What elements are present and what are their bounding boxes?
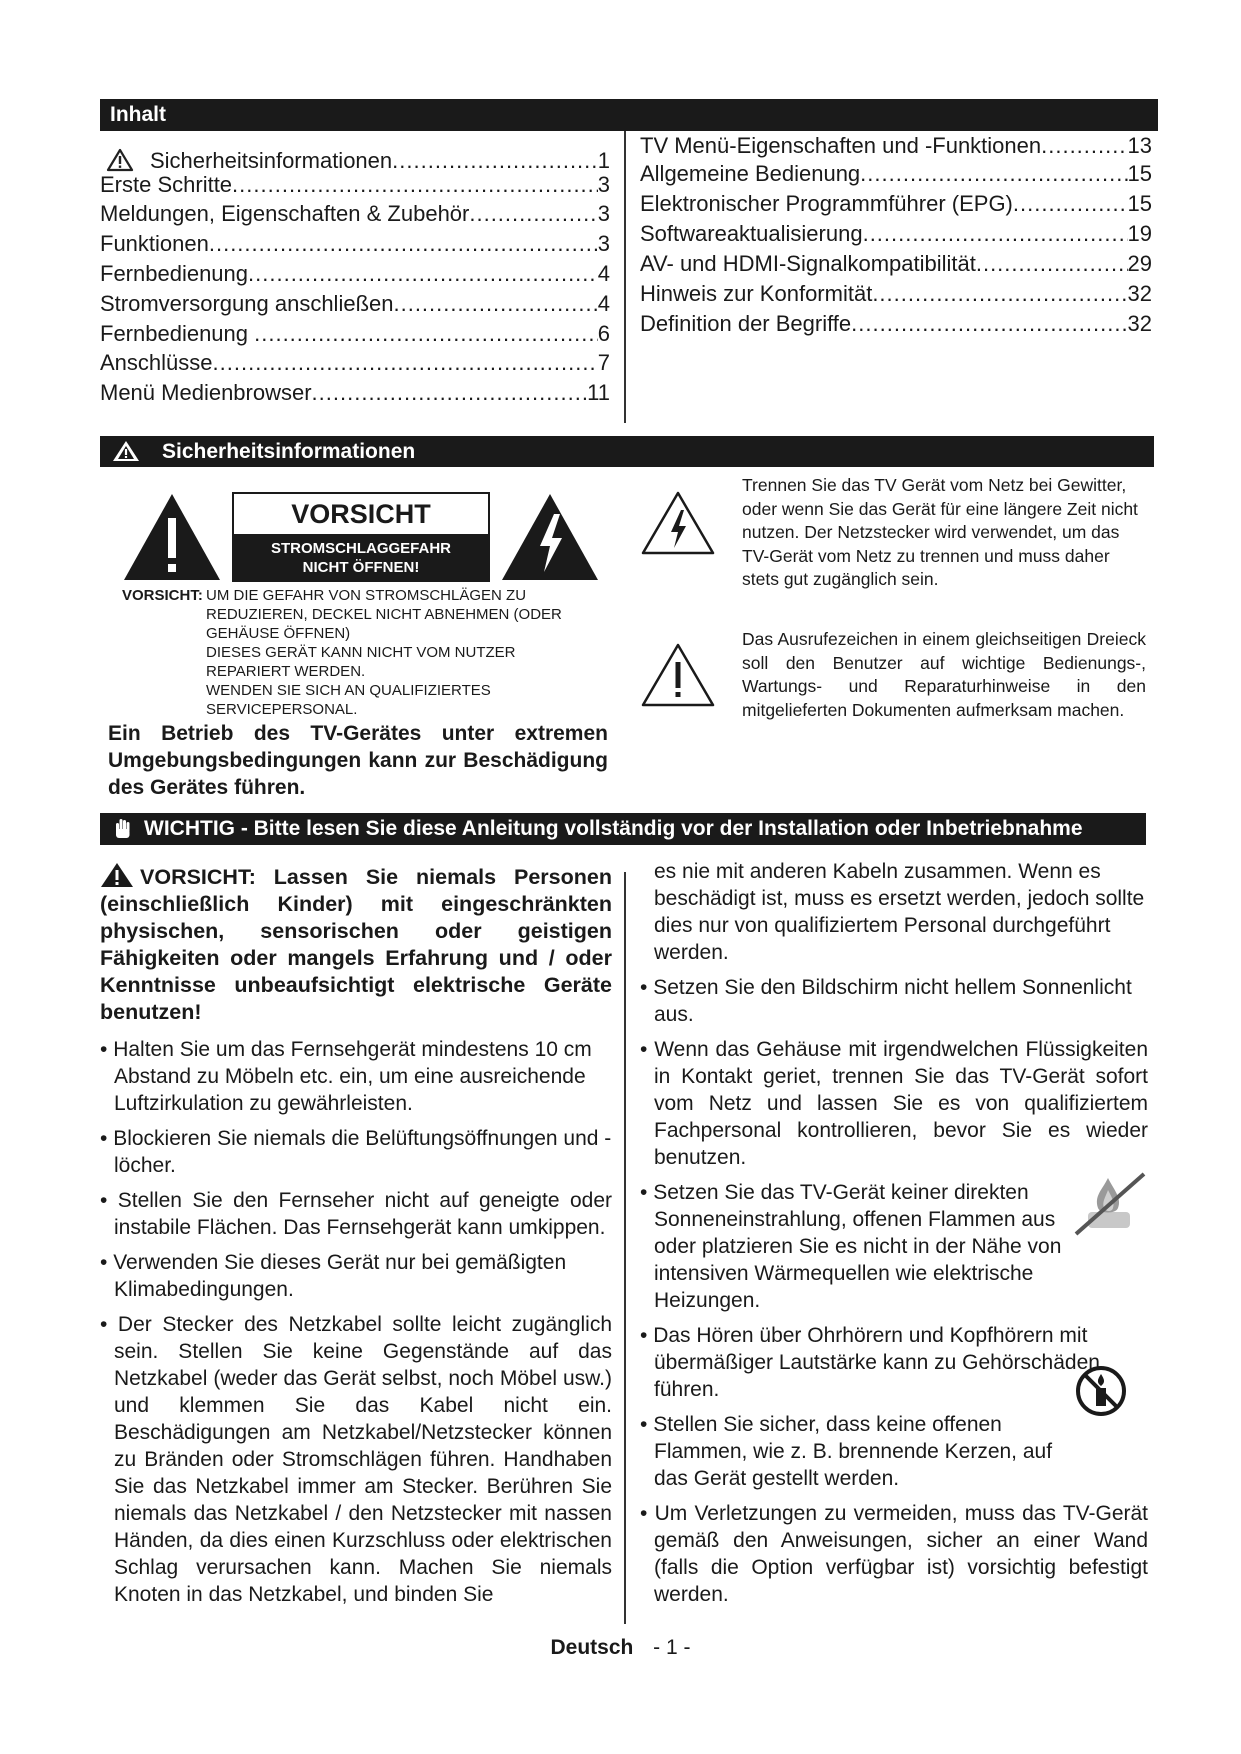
caution-prefix: VORSICHT:: [122, 587, 203, 604]
exclamation-triangle-icon: [122, 492, 222, 582]
warning-triangle-icon: [100, 862, 134, 888]
toc-item-page: 4: [597, 291, 610, 316]
toc-item-label: Menü Medienbrowser: [100, 380, 312, 405]
toc-item-page: 3: [597, 172, 610, 197]
toc-item[interactable]: [100, 231, 610, 257]
toc-item[interactable]: [640, 133, 1152, 159]
warning-triangle-icon: [106, 148, 134, 172]
list-item: • Verwenden Sie dieses Gerät nur bei gemäßigten Klimabedingungen.: [100, 1251, 567, 1301]
toc-item[interactable]: [640, 281, 1152, 307]
toc-item-page: 3: [597, 201, 610, 226]
toc-item-page: 19: [1127, 221, 1152, 246]
toc-item-label: TV Menü-Eigenschaften und -Funktionen: [640, 133, 1042, 158]
toc-item-page: 32: [1127, 281, 1152, 306]
extreme-conditions-warning: Ein Betrieb des TV-Gerätes unter extremen Umgebungsbedingungen kann zur Beschädigung des Gerätes führen.: [108, 722, 608, 799]
toc-item[interactable]: [640, 311, 1152, 337]
list-item: • Setzen Sie den Bildschirm nicht hellem Sonnenlicht aus.: [640, 976, 1132, 1026]
toc-item-page: 15: [1127, 161, 1152, 186]
toc-item-page: 4: [597, 261, 610, 286]
toc-item[interactable]: [640, 221, 1152, 247]
toc-header-title: Inhalt: [110, 103, 166, 126]
list-item: • Halten Sie um das Fernsehgerät mindestens 10 cm Abstand zu Möbeln etc. ein, um eine ausreichende Luftzirkulation zu gewährleisten.: [100, 1038, 592, 1115]
lightning-info-text: Trennen Sie das TV Gerät vom Netz bei Gewitter, oder wenn Sie das Gerät für eine längere Zeit nicht nutzen. Der Netzstecker wird verwendet, um das TV-Gerät vom Netz zu trennen und muss daher stets gut zugänglich sein.: [742, 475, 1138, 589]
caution-text: UM DIE GEFAHR VON STROMSCHLÄGEN ZU REDUZIEREN, DECKEL NICHT ABNEHMEN (ODER GEHÄUSE ÖFFNEN) DIESES GERÄT KANN NICHT VOM NUTZER REPARIERT WERDEN. WENDEN SIE SICH AN QUALIFIZIERTES SERVICEPERSONAL.: [206, 587, 562, 718]
lightning-triangle-icon: [500, 492, 600, 582]
toc-item[interactable]: [100, 350, 610, 376]
important-left-column: [100, 862, 612, 1616]
toc-item[interactable]: [100, 321, 610, 347]
list-item: • Das Hören über Ohrhörern und Kopfhörern mit übermäßiger Lautstärke kann zu Gehörschäden führen.: [640, 1324, 1100, 1401]
lightning-outline-triangle-icon: [640, 490, 716, 556]
list-item: • Wenn das Gehäuse mit irgendwelchen Flüssigkeiten in Kontakt geriet, trennen Sie das TV-Gerät sofort vom Netz und lassen Sie es von qualifiziertem Fachpersonal kontrollieren, bevor Sie es wieder benutzen.: [640, 1038, 1148, 1169]
toc-item[interactable]: [100, 201, 610, 227]
toc-item-label: Definition der Begriffe: [640, 311, 852, 336]
toc-item-label: Funktionen: [100, 231, 209, 256]
continuation-text: es nie mit anderen Kabeln zusammen. Wenn es beschädigt ist, muss es ersetzt werden, jedoch sollte dies nur von qualifiziertem Personal durchgeführt werden.: [654, 860, 1145, 964]
toc-header: [100, 99, 1158, 131]
footer-page-number: - 1 -: [653, 1636, 691, 1659]
caution-subbox: [234, 534, 488, 582]
toc-item[interactable]: [100, 144, 610, 174]
list-item: • Setzen Sie das TV-Gerät keiner direkten Sonneneinstrahlung, offenen Flammen aus oder platzieren Sie es nicht in der Nähe von intensiven Wärmequellen wie elektrische Heizungen.: [640, 1181, 1062, 1312]
page-footer: [0, 1636, 1241, 1660]
list-item: • Stellen Sie den Fernseher nicht auf geneigte oder instabile Flächen. Das Fernsehgerät kann umkippen.: [100, 1189, 612, 1239]
toc-item-label: Erste Schritte: [100, 172, 233, 197]
caution-title: VORSICHT: [291, 499, 431, 529]
toc-item-page: 7: [597, 350, 610, 375]
toc-item-page: 13: [1127, 133, 1152, 158]
list-item: • Um Verletzungen zu vermeiden, muss das TV-Gerät gemäß den Anweisungen, sicher an einer Wand (falls die Option verfügbar ist) vorsichtig befestigt werden.: [640, 1502, 1149, 1606]
exclamation-outline-triangle-icon: [640, 642, 716, 708]
toc-item[interactable]: [640, 161, 1152, 187]
toc-item-label: Meldungen, Eigenschaften & Zubehör: [100, 201, 470, 226]
safety-header-title: Sicherheitsinformationen: [162, 440, 416, 463]
toc-item-page: 3: [597, 231, 610, 256]
toc-item-page: 11: [587, 380, 610, 405]
toc-item-label: AV- und HDMI-Signalkompatibilität: [640, 251, 976, 276]
list-item: • Der Stecker des Netzkabel sollte leicht zugänglich sein. Stellen Sie keine Gegenstände auf das Netzkabel (weder das Gerät selbst, noch Möbel usw.) und klemmen Sie das Kabel nicht ein. Beschädigungen am Netzkabel/Netzstecker können zu Bränden oder Stromschlägen führen. Handhaben Sie das Netzkabel immer am Stecker. Berühren Sie niemals das Netzkabel / den Netzstecker mit nassen Händen, da dies einen Kurzschluss oder elektrischen Schlag verursachen kann. Machen Sie niemals Knoten in das Netzkabel, und binden Sie: [100, 1313, 613, 1606]
toc-item-label: Softwareaktualisierung: [640, 221, 863, 246]
caution-paragraph: VORSICHT: Lassen Sie niemals Personen (einschließlich Kinder) mit eingeschränkten physischen, sensorischen oder geistigen Fähigkeiten oder mangels Erfahrung und / oder Kenntnisse unbeaufsichtigt elektrische Geräte benutzen!: [100, 862, 612, 1026]
toc-item[interactable]: [100, 291, 610, 317]
toc-item-label: Stromversorgung anschließen: [100, 291, 394, 316]
important-column-divider: [624, 872, 626, 1624]
toc-item-page: 32: [1127, 311, 1152, 336]
hand-stop-icon: [114, 818, 132, 840]
list-item: • Stellen Sie sicher, dass keine offenen Flammen, wie z. B. brennende Kerzen, auf das Gerät gestellt werden.: [640, 1413, 1053, 1490]
warning-triangle-icon: [112, 440, 140, 462]
toc-item-page: 1: [597, 148, 610, 173]
toc-item-label: Fernbedienung: [100, 261, 249, 286]
caution-sub2: NICHT ÖFFNEN!: [302, 559, 420, 576]
no-heat-source-icon: [1068, 1168, 1150, 1240]
toc-column-divider: [624, 131, 626, 423]
caution-sub1: STROMSCHLAGGEFAHR: [271, 540, 451, 557]
toc-item[interactable]: [100, 261, 610, 287]
toc-item[interactable]: [100, 380, 610, 406]
no-open-flame-icon: [1074, 1364, 1128, 1418]
important-header: [100, 813, 1146, 845]
safety-header: [100, 436, 1154, 467]
exclamation-info-text: Das Ausrufezeichen in einem gleichseitigen Dreieck soll den Benutzer auf wichtige Bedienungs-, Wartungs- und Reparaturhinweise in den mitgelieferten Dokumenten aufmerksam machen.: [742, 629, 1146, 720]
footer-language: Deutsch: [550, 1636, 634, 1659]
toc-item[interactable]: [100, 172, 610, 198]
toc-item-page: 29: [1127, 251, 1152, 276]
toc-item-page: 6: [597, 321, 610, 346]
important-header-title: WICHTIG - Bitte lesen Sie diese Anleitung vollständig vor der Installation oder Inbetriebnahme: [144, 817, 1083, 840]
toc-item[interactable]: [640, 251, 1152, 277]
toc-item-label: Hinweis zur Konformität: [640, 281, 873, 306]
toc-item-label: Elektronischer Programmführer (EPG): [640, 191, 1013, 216]
toc-item-label: Anschlüsse: [100, 350, 213, 375]
caution-label-box: [232, 492, 490, 582]
toc-item-label: Allgemeine Bedienung: [640, 161, 861, 186]
toc-item[interactable]: [640, 191, 1152, 217]
toc-item-page: 15: [1127, 191, 1152, 216]
toc-item-label: Fernbedienung: [100, 321, 255, 346]
list-item: • Blockieren Sie niemals die Belüftungsöffnungen und -löcher.: [100, 1127, 612, 1177]
toc-item-label: Sicherheitsinformationen: [150, 148, 393, 173]
